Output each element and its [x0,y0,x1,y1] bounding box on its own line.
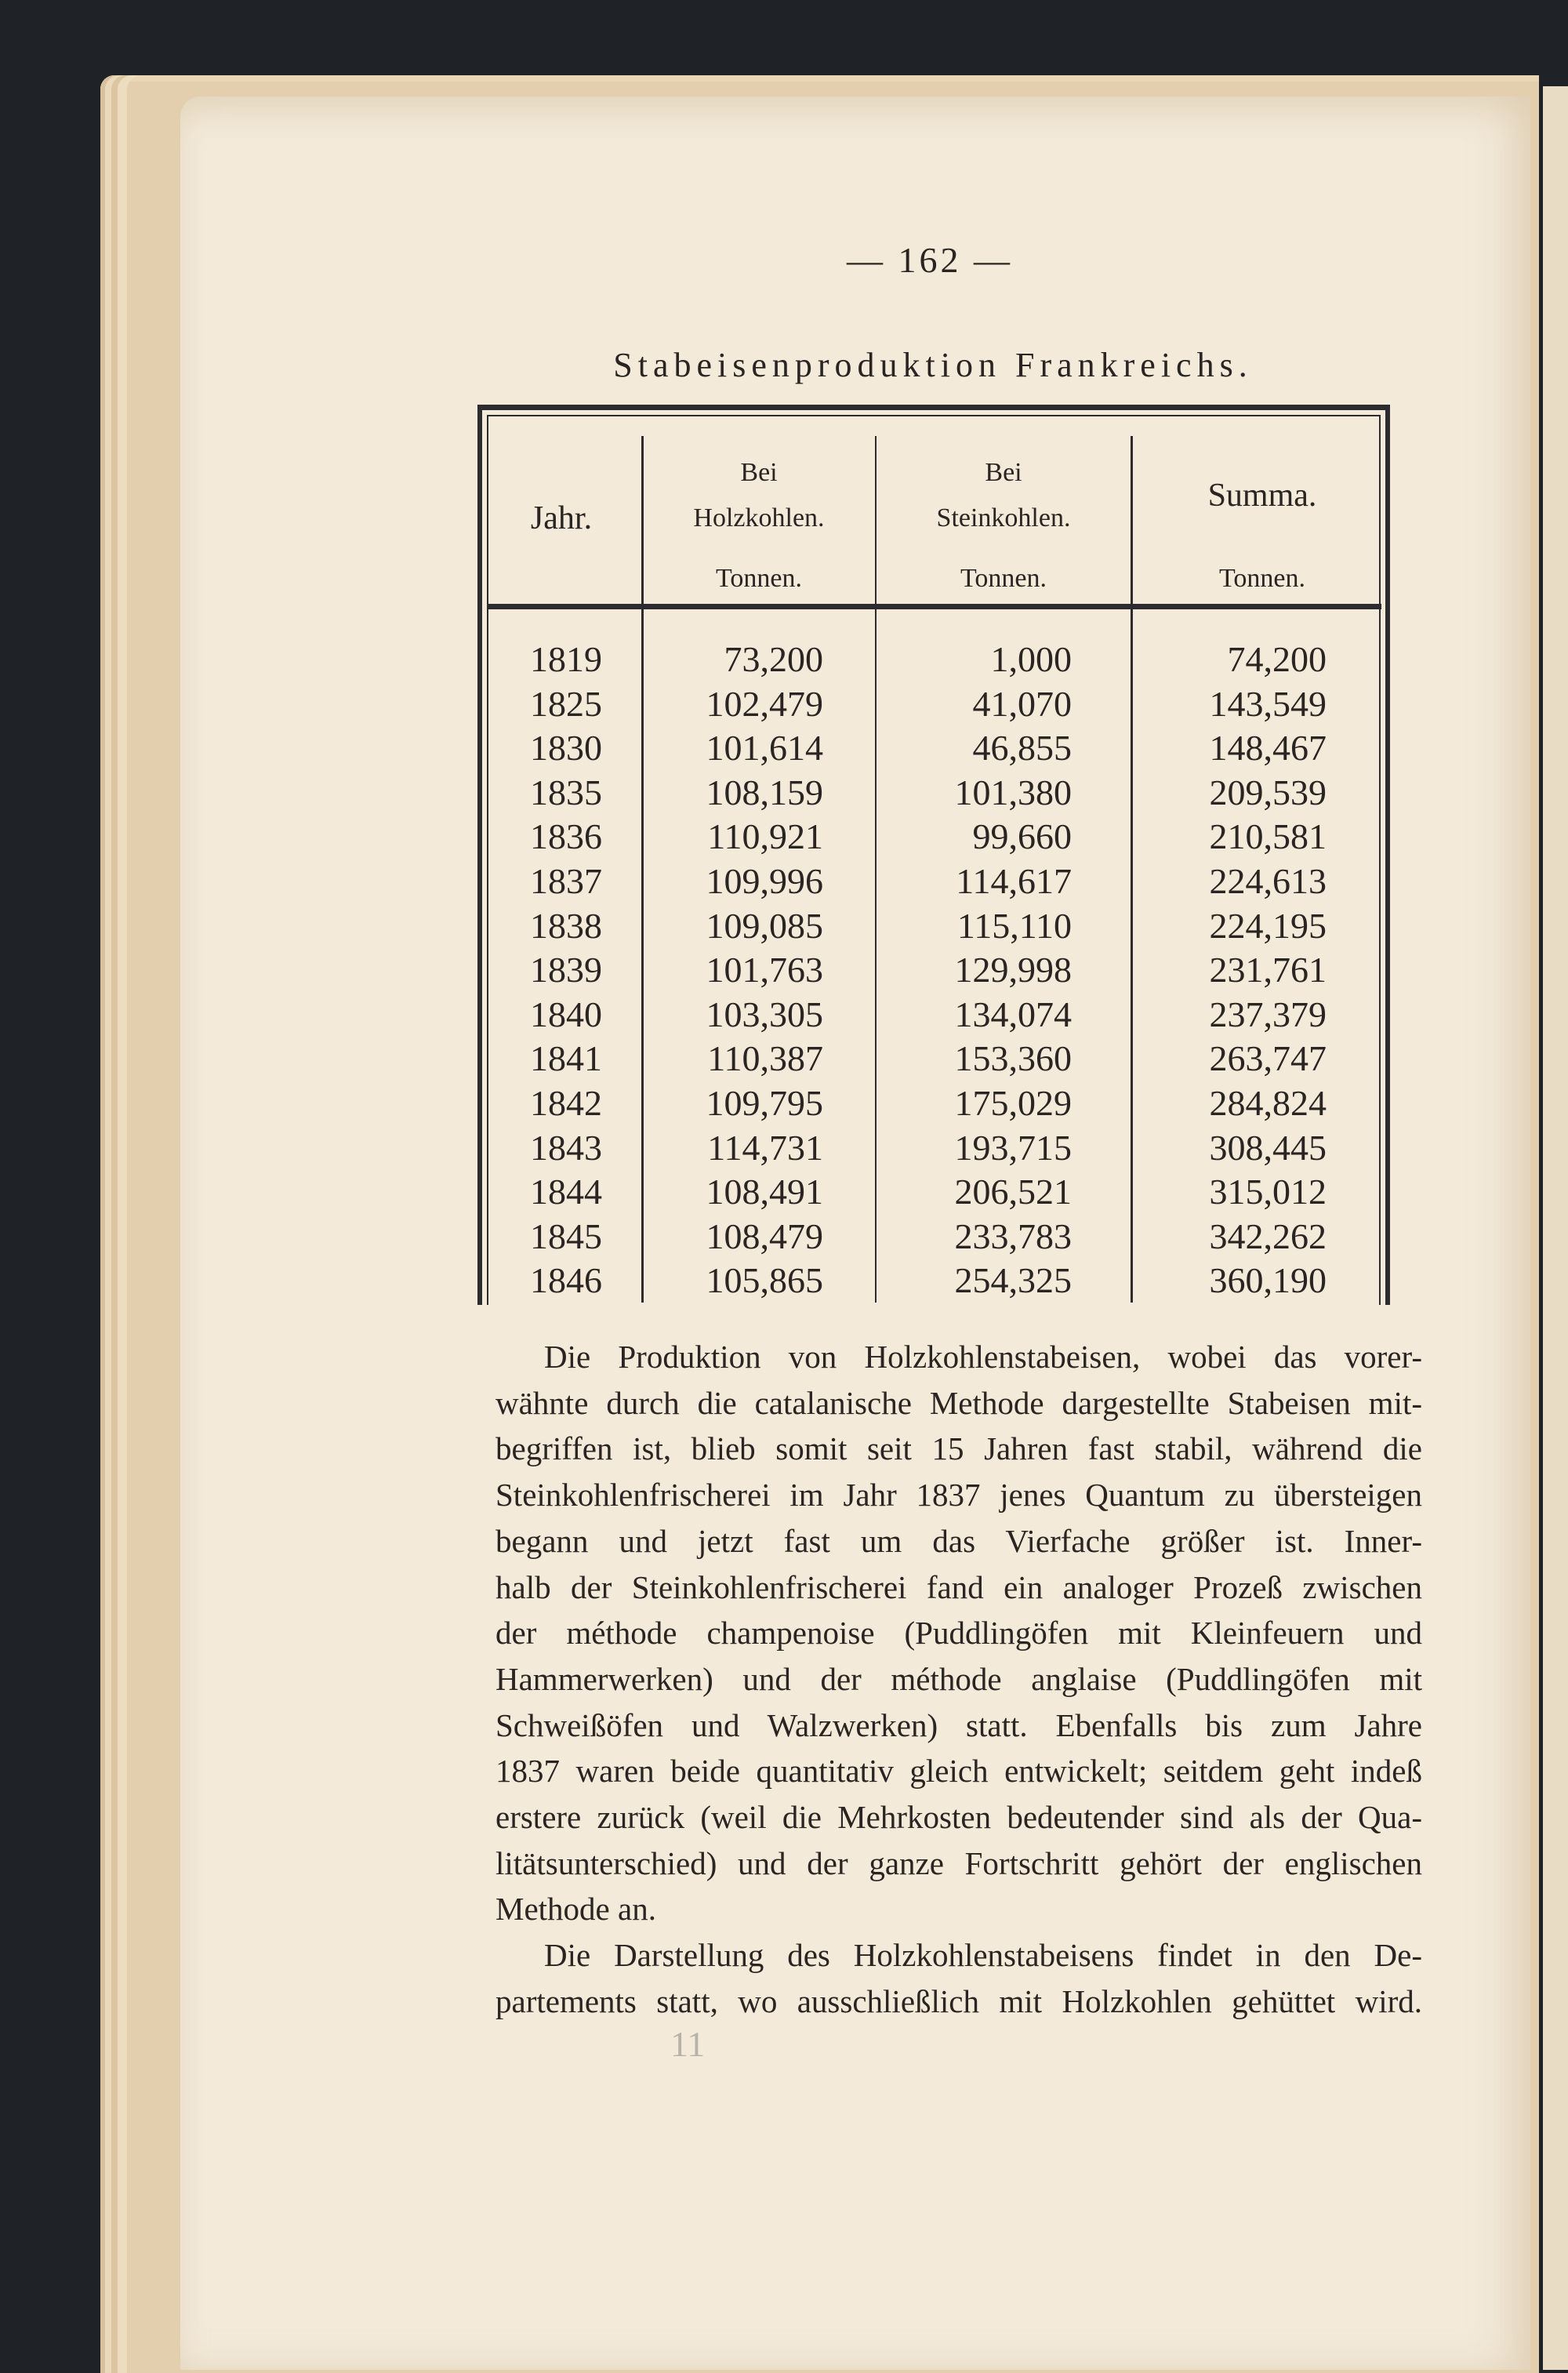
year-cell: 1835 [530,772,602,812]
coal-cell: 1,000 [990,639,1072,679]
header-year: Jahr. [530,500,593,536]
year-cell: 1838 [530,905,602,946]
table-row [0,637,1568,681]
year-cell: 1842 [530,1083,602,1123]
text-line: partements statt, wo ausschließlich mit Holzkohlen gehüttet wird. [495,1982,1422,2019]
coal-cell: 99,660 [972,816,1072,857]
table-row [0,1036,1568,1081]
sum-cell: 315,012 [1209,1172,1327,1212]
text-line: Hammerwerken) und der méthode anglaise (Puddlingöfen mit [495,1660,1422,1697]
page-number: — 162 — [847,240,1013,280]
charcoal-cell: 101,763 [706,950,823,990]
text-line: halb der Steinkohlenfrischerei fand ein analoger Prozeß zwischen [495,1568,1422,1605]
charcoal-cell: 109,996 [706,861,823,901]
table-row [0,770,1568,815]
year-cell: 1839 [530,950,602,990]
text-line: Steinkohlenfrischerei im Jahr 1837 jenes Quantum zu übersteigen [495,1477,1422,1514]
charcoal-cell: 105,865 [706,1260,823,1301]
signature-mark: 11 [670,2024,706,2064]
coal-cell: 206,521 [954,1172,1072,1212]
sum-cell: 148,467 [1209,728,1327,769]
year-cell: 1841 [530,1038,602,1079]
coal-cell: 101,380 [954,772,1072,812]
table-row [0,992,1568,1037]
text-line: der méthode champenoise (Puddlingöfen mit Kleinfeuern und [495,1615,1422,1652]
text-line: litätsunterschied) und der ganze Fortschritt gehört der englischen [495,1844,1422,1881]
table-row [0,1081,1568,1125]
year-cell: 1843 [530,1127,602,1168]
charcoal-cell: 110,921 [707,816,823,857]
coal-cell: 233,783 [954,1216,1072,1256]
text-line: Die Darstellung des Holzkohlenstabeisens findet in den De- [544,1937,1422,1974]
coal-cell: 254,325 [954,1260,1072,1301]
year-cell: 1825 [530,683,602,724]
header-charcoal-pre: Bei [740,458,778,487]
charcoal-cell: 108,159 [706,772,823,812]
coal-cell: 115,110 [956,905,1072,946]
year-cell: 1846 [530,1260,602,1301]
year-cell: 1844 [530,1172,602,1212]
coal-cell: 134,074 [954,994,1072,1034]
header-rule [488,604,1381,609]
coal-cell: 153,360 [954,1038,1072,1079]
sum-cell: 143,549 [1209,683,1327,724]
header-sum: Summa. [1207,478,1317,514]
table-row [0,1169,1568,1214]
charcoal-cell: 102,479 [706,683,823,724]
header-coal: Steinkohlen. [936,503,1071,532]
sum-cell: 224,613 [1209,861,1327,901]
charcoal-cell: 73,200 [724,639,823,679]
header-charcoal: Holzkohlen. [693,503,825,532]
charcoal-cell: 114,731 [707,1127,823,1168]
sum-cell: 263,747 [1209,1038,1327,1079]
table-row [0,1214,1568,1259]
sum-cell: 224,195 [1209,905,1327,946]
sum-cell: 360,190 [1209,1260,1327,1301]
charcoal-cell: 109,795 [706,1083,823,1123]
table-title: Stabeisenproduktion Frankreichs. [613,346,1253,384]
sum-cell: 342,262 [1209,1216,1327,1256]
year-cell: 1819 [530,639,602,679]
table-row [0,681,1568,726]
text-line: 1837 waren beide quantitativ gleich entwickelt; seitdem geht indeß [495,1753,1422,1790]
sum-cell: 237,379 [1209,994,1327,1034]
year-cell: 1837 [530,861,602,901]
table-row [0,725,1568,770]
coal-cell: 41,070 [972,683,1072,724]
charcoal-cell: 109,085 [706,905,823,946]
table-row [0,814,1568,859]
charcoal-cell: 110,387 [707,1038,823,1079]
table-row [0,1125,1568,1170]
sum-cell: 210,581 [1209,816,1327,857]
charcoal-cell: 108,491 [706,1172,823,1212]
text-line: Methode an. [495,1891,656,1928]
text-line: wähnte durch die catalanische Methode dargestellte Stabeisen mit- [495,1384,1422,1421]
text-line: Die Produktion von Holzkohlenstabeisen, wobei das vorer- [544,1339,1422,1375]
sum-cell: 284,824 [1209,1083,1327,1123]
coal-cell: 193,715 [954,1127,1072,1168]
header-charcoal-unit: Tonnen. [716,564,802,593]
table-row [0,903,1568,948]
header-sum-unit: Tonnen. [1219,564,1305,593]
table-row [0,859,1568,903]
text-line: erstere zurück (weil die Mehrkosten bedeutender sind als der Qua- [495,1799,1422,1835]
header-coal-unit: Tonnen. [960,564,1047,593]
header-coal-pre: Bei [985,458,1022,487]
sum-cell: 209,539 [1209,772,1327,812]
coal-cell: 114,617 [956,861,1072,901]
year-cell: 1845 [530,1216,602,1256]
text-line: Schweißöfen und Walzwerken) statt. Ebenfalls bis zum Jahre [495,1706,1422,1743]
text-line: begriffen ist, blieb somit seit 15 Jahren fast stabil, während die [495,1430,1422,1467]
table-row [0,1258,1568,1303]
coal-cell: 175,029 [954,1083,1072,1123]
table-row [0,947,1568,992]
year-cell: 1836 [530,816,602,857]
charcoal-cell: 103,305 [706,994,823,1034]
text-line: begann und jetzt fast um das Vierfache größer ist. Inner- [495,1522,1422,1559]
sum-cell: 308,445 [1209,1127,1327,1168]
coal-cell: 129,998 [954,950,1072,990]
sum-cell: 231,761 [1209,950,1327,990]
coal-cell: 46,855 [972,728,1072,769]
year-cell: 1840 [530,994,602,1034]
sum-cell: 74,200 [1227,639,1327,679]
year-cell: 1830 [530,728,602,769]
charcoal-cell: 101,614 [706,728,823,769]
charcoal-cell: 108,479 [706,1216,823,1256]
